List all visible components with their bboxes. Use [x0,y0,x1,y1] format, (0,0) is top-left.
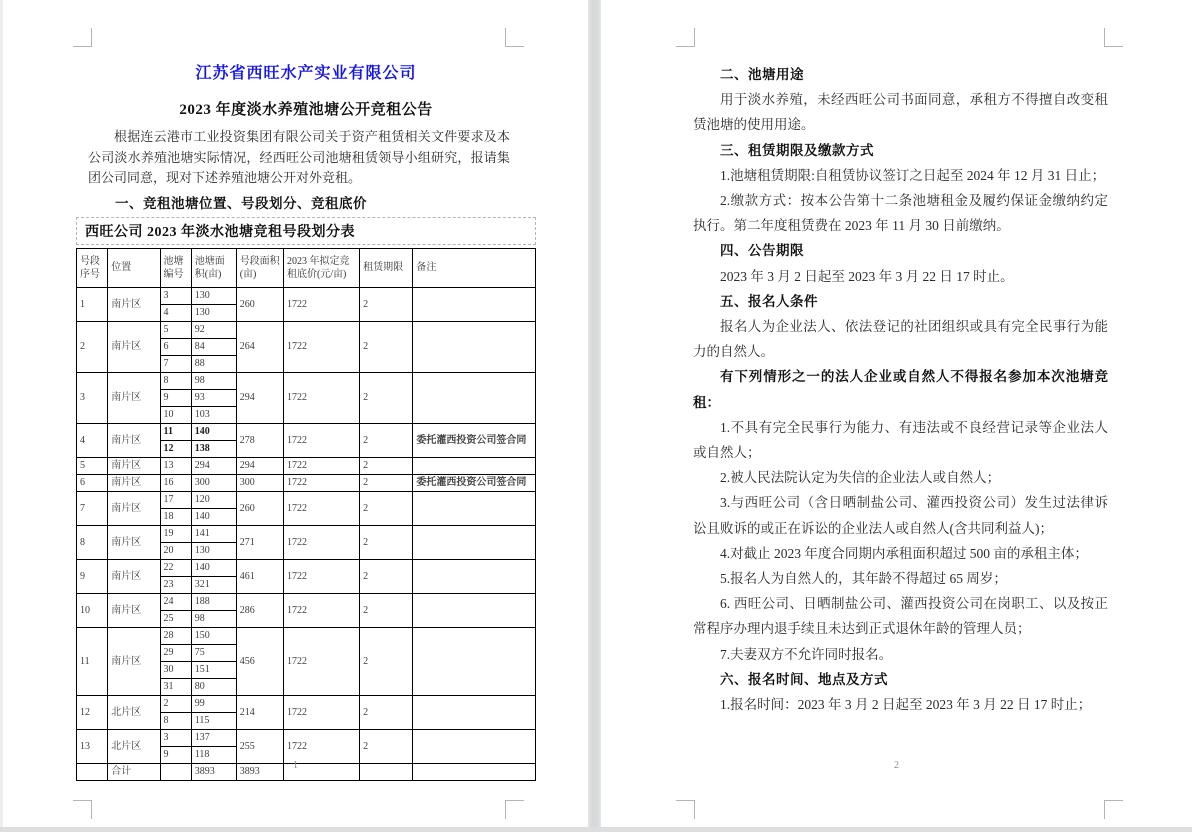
lease-term-cell: 2 [360,695,413,729]
page-gap [588,0,601,827]
pond-area-cell: 115 [191,712,236,729]
segment-area-total-cell: 3893 [236,763,283,780]
note-cell [413,627,536,695]
pond-id-cell: 31 [160,678,191,695]
company-title: 江苏省西旺水产实业有限公司 [195,65,417,82]
pond-id-cell: 22 [160,559,191,576]
segment-area-cell: 294 [236,372,283,423]
location-cell: 南片区 [108,491,160,525]
note-cell [413,287,536,321]
pond-id-cell: 8 [160,712,191,729]
lease-term-cell: 2 [360,593,413,627]
page1-content [76,0,536,781]
pond-id-cell: 6 [160,338,191,355]
location-cell: 南片区 [108,627,160,695]
lease-term-cell: 2 [360,729,413,763]
table-row [77,695,536,712]
paragraph: 1.不具有完全民事行为能力、有违法或不良经营记录等企业法人或自然人； [693,419,1108,461]
location-cell: 南片区 [108,525,160,559]
note-cell: 委托灌西投资公司签合同 [413,474,536,491]
pond-area-cell: 88 [191,355,236,372]
segment-area-cell: 264 [236,321,283,372]
segment-area-cell: 214 [236,695,283,729]
lease-term-cell: 2 [360,372,413,423]
pond-id-cell: 12 [160,440,191,457]
paragraph: 4.对截止 2023 年度合同期内承租面积超过 500 亩的承租主体； [720,545,1088,561]
base-price-cell: 1722 [283,423,359,457]
pond-area-cell: 98 [191,372,236,389]
page-number-1: 1 [293,760,298,771]
section-heading: 六、报名时间、地点及方式 [720,671,888,687]
section-heading: 三、租赁期限及缴款方式 [720,142,874,158]
pond-id-cell: 13 [160,457,191,474]
paragraph: 2.被人民法院认定为失信的企业法人或自然人； [720,470,1001,486]
segment-no-cell: 12 [77,695,108,729]
pond-area-cell: 99 [191,695,236,712]
column-header: 池塘面积(亩) [191,248,236,287]
column-header: 备注 [413,248,536,287]
location-cell: 北片区 [108,729,160,763]
pond-id-cell: 28 [160,627,191,644]
note-cell [413,491,536,525]
column-header: 2023 年拟定竞租底价(元/亩) [283,248,359,287]
table-row [77,372,536,389]
segment-area-cell: 456 [236,627,283,695]
paragraph: 有下列情形之一的法人企业或自然人不得报名参加本次池塘竞租： [693,369,1108,410]
section-heading: 四、公告期限 [720,243,804,259]
margin-crop-mark-icon [1104,800,1123,819]
pond-id-cell: 19 [160,525,191,542]
pond-id-cell: 17 [160,491,191,508]
table-row [77,559,536,576]
pond-area-cell: 103 [191,406,236,423]
pond-area-cell: 140 [191,423,236,440]
pond-id-cell: 9 [160,746,191,763]
segment-area-cell: 255 [236,729,283,763]
table-row [77,627,536,644]
pond-area-cell: 151 [191,661,236,678]
segment-no-cell: 11 [77,627,108,695]
segment-no-cell: 4 [77,423,108,457]
pond-id-cell: 16 [160,474,191,491]
lease-term-cell: 2 [360,559,413,593]
margin-crop-mark-icon [505,800,524,819]
section-heading: 二、池塘用途 [720,67,804,82]
table-row [77,457,536,474]
pond-area-cell: 188 [191,593,236,610]
pond-id-cell: 24 [160,593,191,610]
intro-paragraph: 根据连云港市工业投资集团有限公司关于资产租赁相关文件要求及本公司淡水养殖池塘实际情况，经西旺公司池塘租赁领导小组研究，报请集团公司同意，现对下述养殖池塘公开对外竞租。 [88,129,510,185]
note-cell [413,559,536,593]
lease-term-cell: 2 [360,627,413,695]
column-header: 池塘编号 [160,248,191,287]
pond-area-cell: 120 [191,491,236,508]
paragraph: 报名人为企业法人、依法登记的社团组织或具有完全民事行为能力的自然人。 [693,319,1108,360]
location-cell: 南片区 [108,593,160,627]
base-price-cell: 1722 [283,372,359,423]
base-price-cell: 1722 [283,321,359,372]
pond-area-cell: 84 [191,338,236,355]
section-1-heading: 一、竞租池塘位置、号段划分、竞租底价 [115,195,367,211]
pond-area-cell: 141 [191,525,236,542]
paragraph: 用于淡水养殖，未经西旺公司书面同意，承租方不得擅自改变租赁池塘的使用用途。 [693,92,1108,133]
segment-area-cell: 461 [236,559,283,593]
segment-area-cell: 260 [236,491,283,525]
note-cell: 委托灌西投资公司签合同 [413,423,536,457]
segments-table-body [77,287,536,780]
location-cell: 北片区 [108,695,160,729]
segment-area-cell: 260 [236,287,283,321]
table-row [77,423,536,440]
pond-area-cell: 138 [191,440,236,457]
note-cell [413,593,536,627]
column-header: 号段面积(亩) [236,248,283,287]
pond-area-cell: 140 [191,508,236,525]
location-cell: 南片区 [108,287,160,321]
pond-area-cell: 150 [191,627,236,644]
segment-area-cell: 294 [236,457,283,474]
location-cell: 南片区 [108,423,160,457]
lease-term-cell: 2 [360,474,413,491]
pond-area-cell: 93 [191,389,236,406]
pond-id-cell: 18 [160,508,191,525]
column-header: 位置 [108,248,160,287]
location-cell: 南片区 [108,457,160,474]
note-cell [413,525,536,559]
table-row [77,287,536,304]
segment-no-cell: 3 [77,372,108,423]
base-price-cell: 1722 [283,491,359,525]
table-row [77,474,536,491]
segment-no-cell: 5 [77,457,108,474]
base-price-cell: 1722 [283,525,359,559]
base-price-cell: 1722 [283,287,359,321]
pond-id-cell: 8 [160,372,191,389]
pond-area-cell: 130 [191,304,236,321]
pond-area-cell: 321 [191,576,236,593]
segment-no-cell: 7 [77,491,108,525]
segment-no-cell: 13 [77,729,108,763]
pond-area-total-cell: 3893 [191,763,236,780]
paragraph: 1.池塘租赁期限:自租赁协议签订之日起至 2024 年 12 月 31 日止； [720,167,1106,183]
paragraph: 3.与西旺公司（含日晒制盐公司、灌西投资公司）发生过法律诉讼且败诉的或正在诉讼的企业法人或自然人(含共同利益人)； [693,495,1108,536]
pond-area-cell: 137 [191,729,236,746]
table-row [77,729,536,746]
paragraph: 2.缴款方式：按本公告第十二条池塘租金及履约保证金缴纳约定执行。第二年度租赁费在 2023 年 11 月 30 日前缴纳。 [693,193,1108,234]
page-number-2: 2 [894,760,899,771]
margin-crop-mark-icon [73,800,92,819]
paragraph: 5.报名人为自然人的，其年龄不得超过 65 周岁； [720,571,1007,587]
page2-content [693,0,1108,717]
segment-no-cell: 2 [77,321,108,372]
paragraph: 6. 西旺公司、日晒制盐公司、灌西投资公司在岗职工、以及按正常程序办理内退手续且未达到正式退休年龄的管理人员； [693,596,1108,637]
pond-id-cell: 30 [160,661,191,678]
segment-area-cell: 300 [236,474,283,491]
segment-area-cell: 271 [236,525,283,559]
table-title: 西旺公司 2023 年淡水池塘竞租号段划分表 [85,224,355,240]
segment-no-cell: 8 [77,525,108,559]
pond-id-cell: 23 [160,576,191,593]
document-page-1 [3,0,588,827]
pond-area-cell: 294 [191,457,236,474]
paragraph: 1.报名时间：2023 年 3 月 2 日起至 2023 年 3 月 22 日 17 时止； [720,697,1092,713]
base-price-cell: 1722 [283,695,359,729]
location-cell: 南片区 [108,372,160,423]
lease-term-cell: 2 [360,321,413,372]
pond-id-cell: 20 [160,542,191,559]
base-price-cell: 1722 [283,593,359,627]
pond-id-cell: 5 [160,321,191,338]
segment-no-cell: 10 [77,593,108,627]
pond-area-cell: 98 [191,610,236,627]
paragraph: 7.夫妻双方不允许同时报名。 [720,646,893,662]
total-label-cell: 合计 [108,763,160,780]
table-row [77,491,536,508]
table-row [77,593,536,610]
pond-id-cell: 9 [160,389,191,406]
column-header: 号段序号 [77,248,108,287]
note-cell [413,729,536,763]
note-cell [413,321,536,372]
base-price-cell: 1722 [283,559,359,593]
base-price-cell: 1722 [283,729,359,763]
segment-area-cell: 278 [236,423,283,457]
pond-id-cell: 3 [160,287,191,304]
lease-term-cell: 2 [360,457,413,474]
base-price-cell: 1722 [283,474,359,491]
segment-no-cell: 1 [77,287,108,321]
pond-id-cell: 7 [160,355,191,372]
lease-term-cell: 2 [360,491,413,525]
location-cell: 南片区 [108,559,160,593]
pond-id-cell: 4 [160,304,191,321]
table-title-box [76,217,536,245]
pond-area-cell: 118 [191,746,236,763]
segments-table-header [77,248,536,287]
pond-id-cell: 25 [160,610,191,627]
table-row [77,525,536,542]
segment-area-cell: 286 [236,593,283,627]
pond-area-cell: 75 [191,644,236,661]
pond-id-cell: 3 [160,729,191,746]
table-row [77,321,536,338]
lease-term-cell: 2 [360,423,413,457]
pond-id-cell: 10 [160,406,191,423]
pond-area-cell: 130 [191,287,236,304]
location-cell: 南片区 [108,321,160,372]
pond-area-cell: 92 [191,321,236,338]
pond-area-cell: 80 [191,678,236,695]
pond-id-cell: 29 [160,644,191,661]
pond-area-cell: 300 [191,474,236,491]
lease-term-cell: 2 [360,287,413,321]
section-heading: 五、报名人条件 [720,293,818,309]
pond-area-cell: 130 [191,542,236,559]
lease-term-cell: 2 [360,525,413,559]
window-bottom-bar [0,827,1192,832]
document-page-2 [601,0,1192,827]
note-cell [413,372,536,423]
note-cell [413,457,536,474]
paragraph: 2023 年 3 月 2 日起至 2023 年 3 月 22 日 17 时止。 [720,268,1014,284]
segments-table [76,248,536,781]
base-price-cell: 1722 [283,457,359,474]
segment-no-cell: 9 [77,559,108,593]
margin-crop-mark-icon [676,800,695,819]
document-title: 2023 年度淡水养殖池塘公开竞租公告 [179,102,433,118]
segment-no-cell: 6 [77,474,108,491]
note-cell [413,695,536,729]
location-cell: 南片区 [108,474,160,491]
pond-area-cell: 140 [191,559,236,576]
column-header: 租赁期限 [360,248,413,287]
pond-id-cell: 2 [160,695,191,712]
base-price-cell: 1722 [283,627,359,695]
pond-id-cell: 11 [160,423,191,440]
